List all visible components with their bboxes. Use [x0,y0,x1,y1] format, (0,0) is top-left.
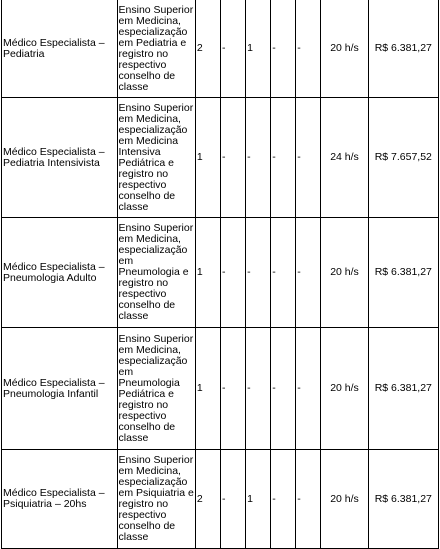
requisito-line: classe [118,531,149,543]
requisito-line: Pediátrica e [118,156,174,169]
requisito-line: Ensino Superior [118,454,194,466]
table-row [2,328,439,450]
requisito-line: em Medicina, [118,233,181,245]
requisito-line: classe [118,80,149,93]
requisitos-cell [117,328,195,450]
col-6-cell: - [271,328,296,450]
requisito-line: registro no [118,167,169,180]
vagas-pcd-cell: - [220,450,245,549]
cargo-line: Médico Especialista – [3,36,105,49]
requisito-line: conselho de [118,520,176,532]
vagas-pcd-cell: - [220,0,245,98]
requisito-line: respectivo [118,409,167,422]
vagas-negros-cell: - [246,218,271,328]
cargo-cell [2,328,118,450]
cargo-cell [2,450,118,549]
requisito-line: classe [118,200,149,213]
vagas-ac-cell: 2 [195,450,220,549]
carga-horaria-cell: 20 h/s [321,450,368,549]
table-row [2,450,439,549]
cargo-line: Médico Especialista – [3,487,105,499]
cargo-line: Psiquiatria – 20hs [3,498,87,510]
requisitos-cell [117,450,195,549]
salario-cell: R$ 6.381,27 [368,450,438,549]
vagas-pcd-cell: - [220,328,245,450]
col-6-cell: - [271,98,296,218]
cargo-line: Médico Especialista – [3,145,105,158]
requisito-line: em Medicina, [118,465,181,477]
vagas-pcd-cell: - [220,218,245,328]
requisito-line: respectivo [118,58,167,71]
requisito-line: especialização [118,123,188,136]
table-row [2,218,439,328]
requisito-line: conselho de [118,69,176,82]
requisito-line: respectivo [118,178,167,191]
requisito-line: em Pediatria e [118,36,187,49]
requisito-line: em [118,365,134,378]
requisito-line: Pediátrica e [118,387,174,400]
requisito-line: registro no [118,47,169,60]
requisito-line: Ensino Superior [118,332,194,345]
requisito-line: em Medicina, [118,14,181,27]
requisito-line: Pneumologia e [118,266,189,278]
cargo-cell [2,98,118,218]
cargo-cell [2,218,118,328]
table-row [2,98,439,218]
requisito-line: Intensiva [118,145,161,158]
vagas-ac-cell: 1 [195,328,220,450]
requisito-line: em Medicina [118,134,179,147]
requisito-line: respectivo [118,509,167,521]
requisito-line: em Medicina, [118,112,181,125]
salario-cell: R$ 6.381,27 [368,218,438,328]
col-7-cell: - [296,0,321,98]
col-6-cell: - [271,218,296,328]
requisito-line: classe [118,310,149,322]
requisito-line: classe [118,431,149,444]
vagas-negros-cell: - [246,328,271,450]
requisitos-cell [117,98,195,218]
salario-cell: R$ 6.381,27 [368,0,438,98]
vagas-negros-cell: 1 [246,450,271,549]
salario-cell: R$ 7.657,52 [368,98,438,218]
requisito-line: especialização [118,244,188,256]
requisito-line: Ensino Superior [118,222,194,234]
carga-horaria-cell: 24 h/s [321,98,368,218]
requisito-line: respectivo [118,288,167,300]
vagas-ac-cell: 2 [195,0,220,98]
vacancy-table [1,0,439,549]
requisito-line: em [118,255,134,267]
col-7-cell: - [296,328,321,450]
col-7-cell: - [296,218,321,328]
requisito-line: Pneumologia [118,376,180,389]
col-7-cell: - [296,98,321,218]
cargo-line: Médico Especialista – [3,376,105,389]
requisito-line: registro no [118,398,169,411]
vagas-negros-cell: 1 [246,0,271,98]
requisitos-cell [117,218,195,328]
col-6-cell: - [271,0,296,98]
cargo-line: Pneumologia Infantil [3,387,99,400]
requisitos-cell [117,0,195,98]
table-row [2,0,439,98]
cargo-line: Pediatria [3,47,45,60]
carga-horaria-cell: 20 h/s [321,328,368,450]
vagas-pcd-cell: - [220,98,245,218]
vagas-negros-cell: - [246,98,271,218]
requisito-line: conselho de [118,299,176,311]
requisito-line: em Medicina, [118,343,181,356]
requisito-line: especialização [118,354,188,367]
cargo-line: Pediatria Intensivista [3,156,100,169]
vacancy-table-body [2,0,439,549]
requisito-line: conselho de [118,420,176,433]
requisito-line: especialização [118,25,188,38]
col-6-cell: - [271,450,296,549]
col-7-cell: - [296,450,321,549]
salario-cell: R$ 6.381,27 [368,328,438,450]
vagas-ac-cell: 1 [195,98,220,218]
carga-horaria-cell: 20 h/s [321,0,368,98]
requisito-line: Ensino Superior [118,3,194,16]
requisito-line: especialização [118,476,188,488]
cargo-cell [2,0,118,98]
cargo-line: Médico Especialista – [3,260,105,273]
carga-horaria-cell: 20 h/s [321,218,368,328]
requisito-line: em Psiquiatria e [118,487,194,499]
requisito-line: registro no [118,277,169,289]
requisito-line: registro no [118,498,169,510]
vagas-ac-cell: 1 [195,218,220,328]
requisito-line: conselho de [118,189,176,202]
cargo-line: Pneumologia Adulto [3,271,97,284]
requisito-line: Ensino Superior [118,101,194,114]
